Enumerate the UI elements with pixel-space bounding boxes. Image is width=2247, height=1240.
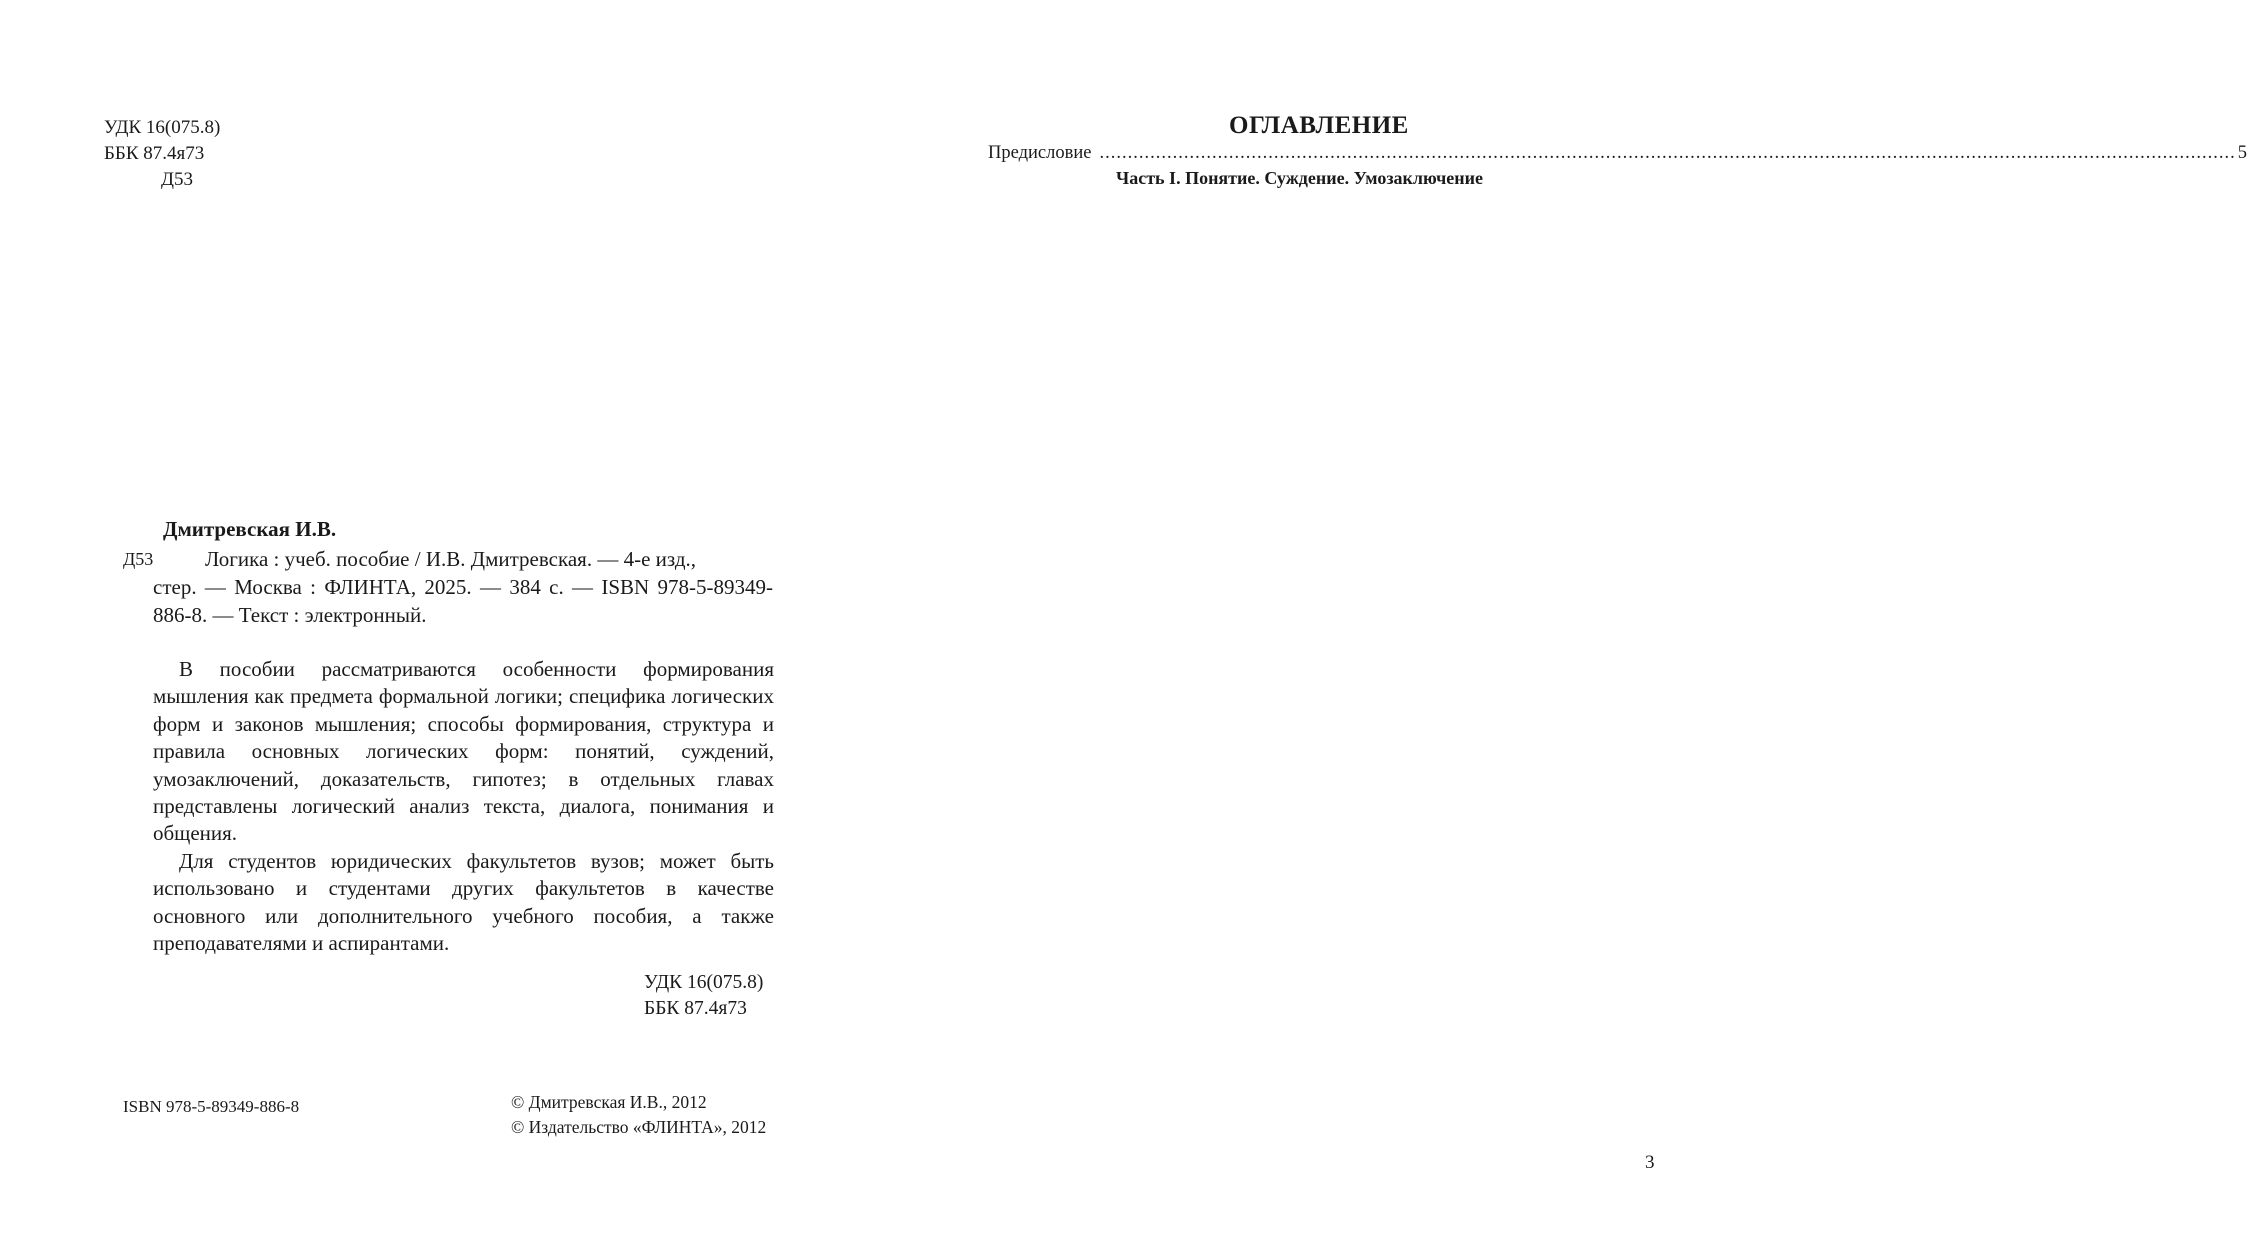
copyright-author: © Дмитревская И.В., 2012 [511, 1092, 707, 1112]
classification-bottom [644, 970, 763, 1022]
toc-item-label: Предисловие [988, 143, 1092, 163]
toc-item-page: 5 [2237, 143, 2247, 163]
annotation-paragraph: В пособии рассматриваются особенности формирования мышления как предмета формальной логики; специфика логических форм и законов мышления; способы формирования, структура и правила основных логических форм: понятий, суждений, умозаключений, доказательств, гипотез; в отдельных главах представлены логический анализ текста, диалога, понимания и общения. [153, 657, 774, 846]
classification-codes [104, 115, 220, 193]
annotation-paragraph: Для студентов юридических факультетов вузов; может быть использовано и студентами других факультетов в качестве основного или дополнительного учебного пособия, а также преподавателями и аспирантами. [153, 848, 774, 956]
catalog-code: Д53 [123, 549, 154, 569]
copyright-publisher: © Издательство «ФЛИНТА», 2012 [511, 1117, 767, 1137]
bbk-code-bottom: ББК 87.4я73 [644, 998, 747, 1019]
isbn: ISBN 978-5-89349-886-8 [123, 1097, 300, 1116]
annotation [153, 656, 774, 957]
page-number: 3 [1645, 1152, 1655, 1173]
toc-item-preface[interactable] [988, 143, 2247, 164]
udk-code-bottom: УДК 16(075.8) [644, 972, 764, 993]
bbk-code: ББК 87.4я73 [104, 143, 205, 164]
udk-code: УДК 16(075.8) [104, 117, 221, 138]
catalog-description [153, 545, 773, 629]
toc-part-heading[interactable]: Часть I. Понятие. Суждение. Умозаключение [1116, 168, 1483, 188]
catalog-description-rest: стер. — Москва : ФЛИНТА, 2025. — 384 с. — ISBN 978-5-89349-886-8. — Текст : электронный. [153, 575, 773, 627]
author-mark: Д53 [161, 169, 193, 190]
catalog-description-line1: Логика : учеб. пособие / И.В. Дмитревская. — 4-е изд., [205, 547, 696, 571]
copyright-block [511, 1090, 766, 1140]
toc-leader-dots: .......................................................................................................................................................................................................... [1099, 143, 2236, 163]
toc-title: ОГЛАВЛЕНИЕ [1229, 112, 1409, 139]
catalog-author: Дмитревская И.В. [163, 517, 337, 541]
